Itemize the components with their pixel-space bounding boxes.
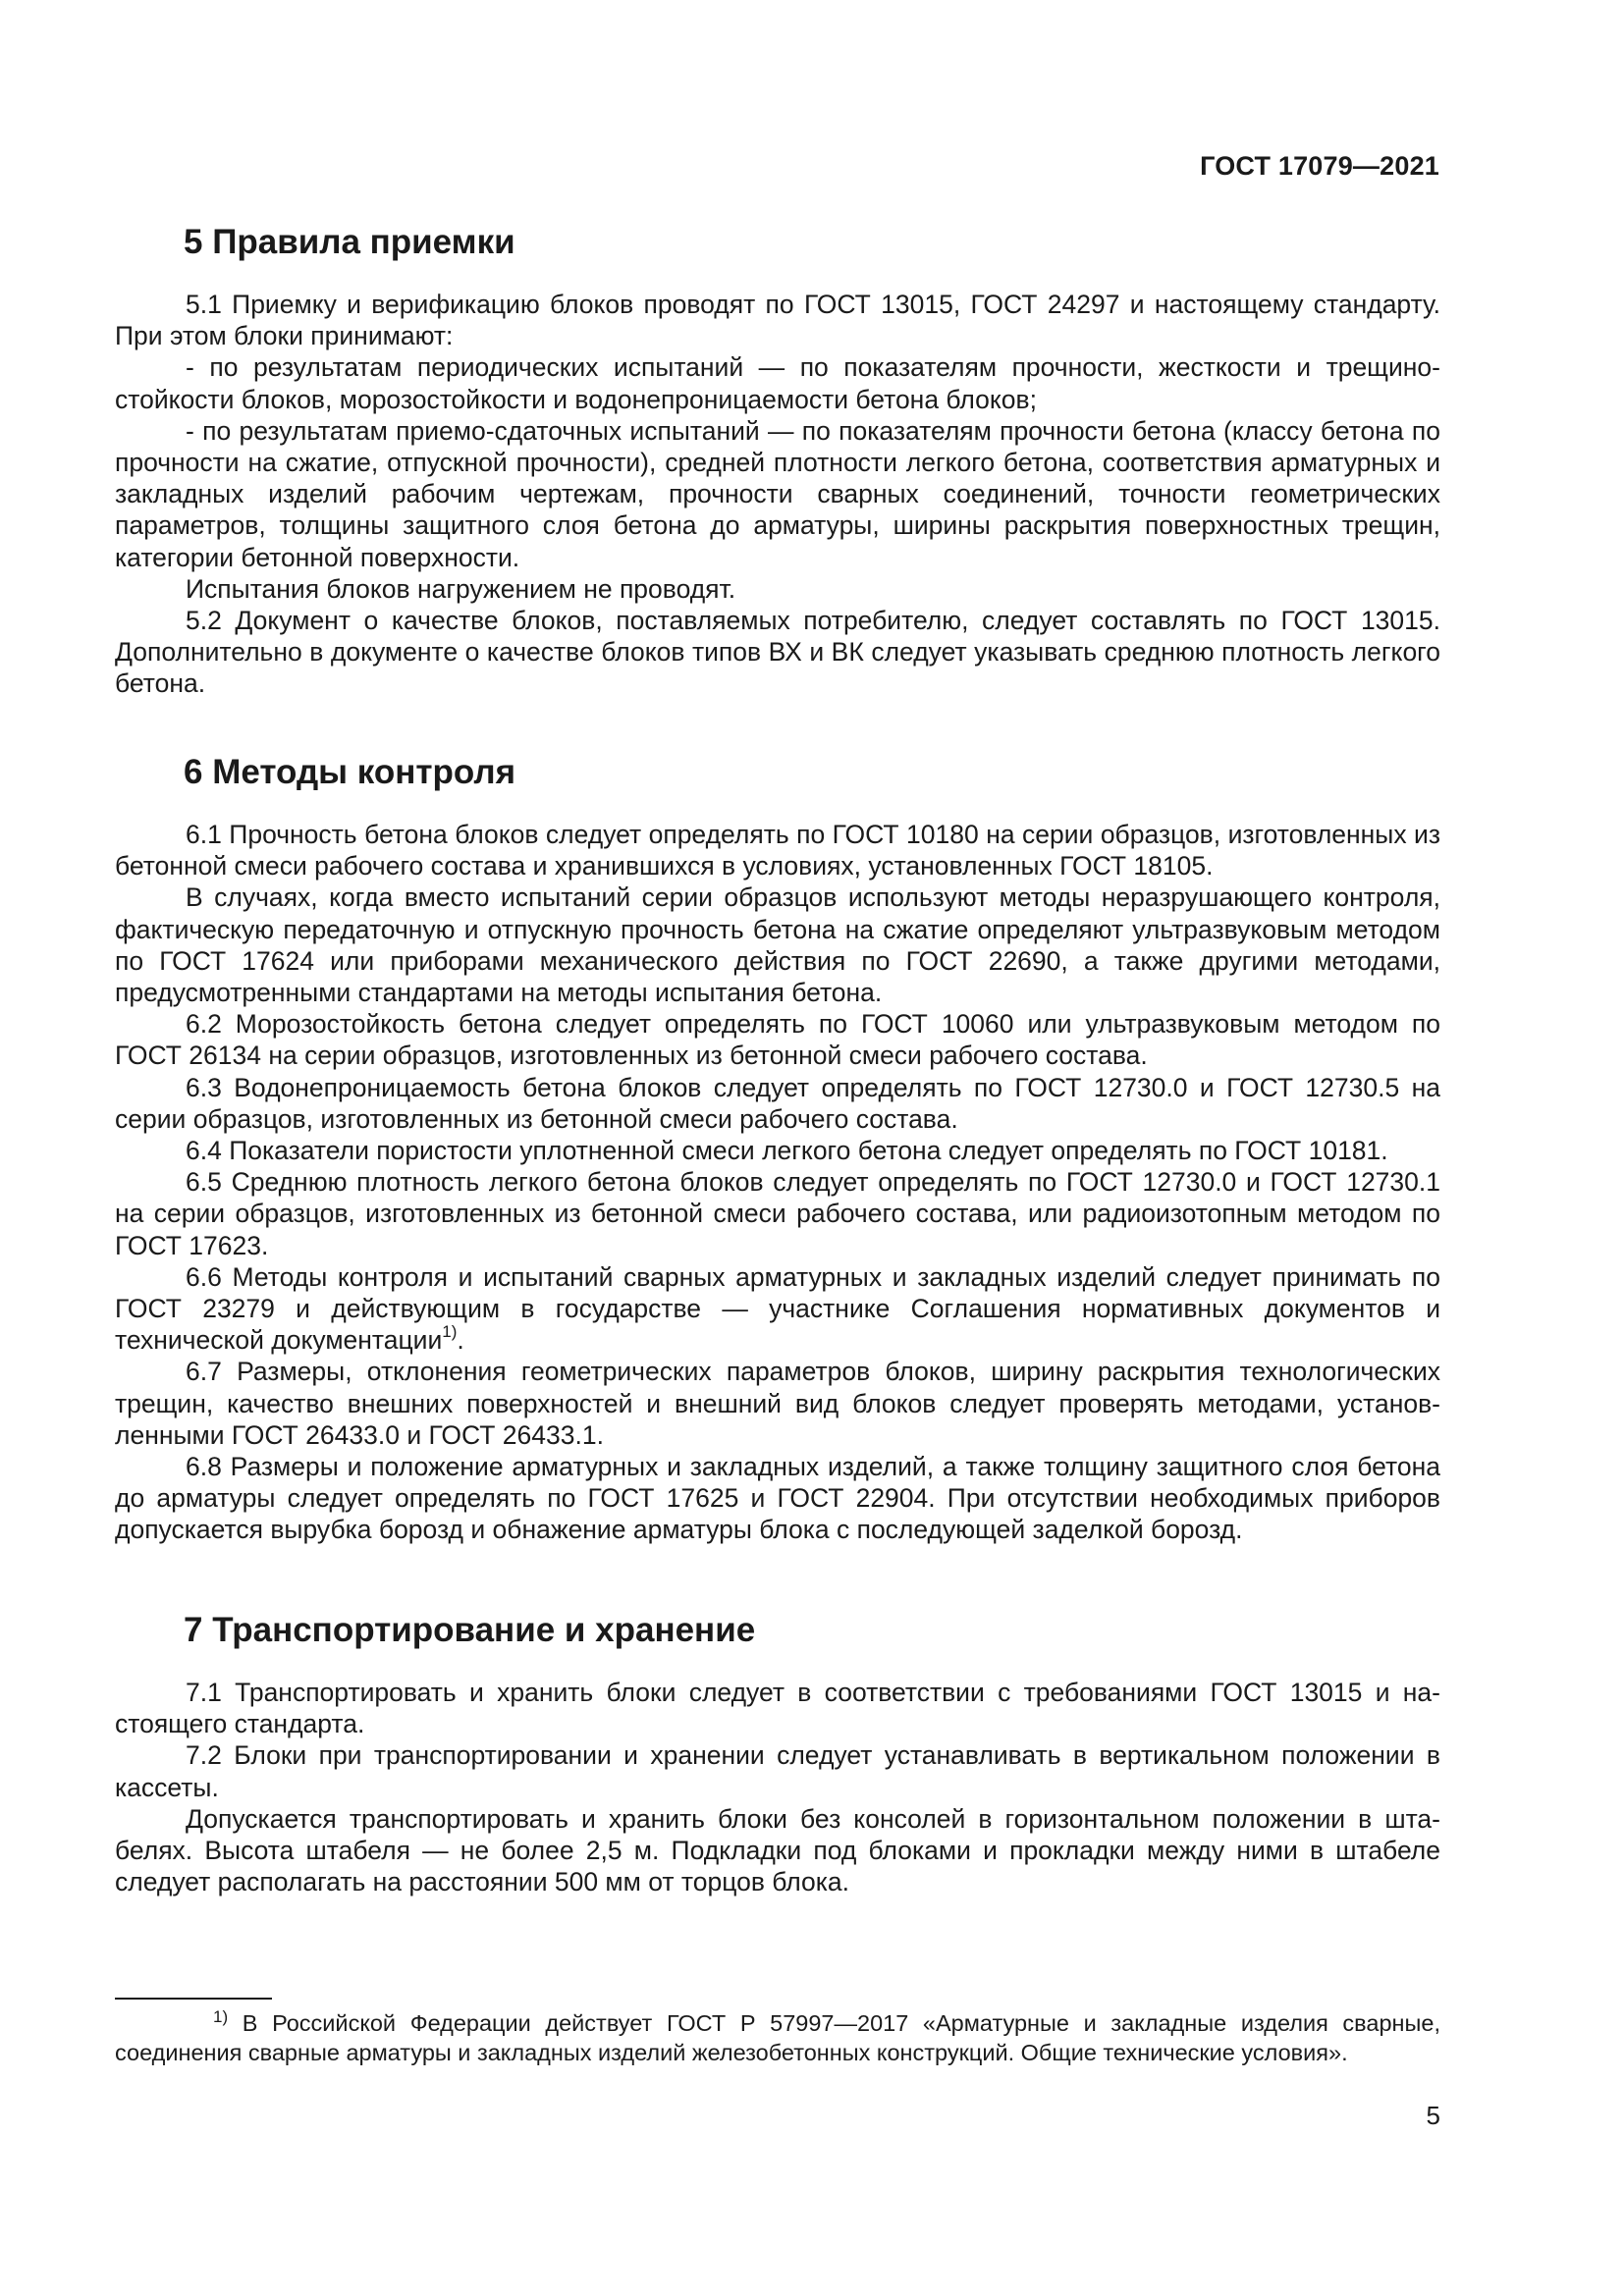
paragraph: - по результатам периодических испытаний — по показателям прочности, жесткости и трещиностойкости блоков, морозостойкости и водонепроницаемости бетона блоков; <box>115 352 1440 414</box>
paragraph-with-footnote <box>115 1261 1440 1357</box>
paragraph: В случаях, когда вместо испытаний серии образцов используют методы неразрушающего контроля, фактическую передаточную и отпускную прочность бетона на сжатие определяют ультразвуковым методом по ГОСТ 17624 или приборами механического действия по ГОСТ 22690, а также другими методами, предусмотренными стандартами на методы испытания бетона. <box>115 882 1440 1008</box>
footnote-text: В Российской Федерации действует ГОСТ Р 57997—2017 «Арматурные и закладные изделия сварные, соединения сварные арматуры и закладных изделий железобетонных конструкций. Общие технические условия». <box>115 2010 1441 2065</box>
paragraph: 6.5 Среднюю плотность легкого бетона блоков следует определять по ГОСТ 12730.0 и ГОСТ 12730.1 на серии образцов, изготовленных из бетонной смеси рабочего состава, или радиоизотопным методом по ГОСТ 17623. <box>115 1167 1440 1260</box>
page-number: 5 <box>1426 2101 1440 2130</box>
paragraph-end: . <box>457 1325 464 1356</box>
paragraph: 5.1 Приемку и верификацию блоков проводят по ГОСТ 13015, ГОСТ 24297 и настоящему стандарту. При этом блоки принимают: <box>115 290 1440 351</box>
paragraph: Испытания блоков нагружением не проводят. <box>186 573 736 604</box>
section-acceptance-rules <box>115 223 1440 700</box>
paragraph: 6.2 Морозостойкость бетона следует определять по ГОСТ 10060 или ультразвуковым методом по ГОСТ 26134 на серии образцов, изготовленных из бетонной смеси рабочего состава. <box>115 1009 1440 1071</box>
section-heading: 5 Правила приемки <box>184 223 515 261</box>
section-heading: 7 Транспортирование и хранение <box>184 1611 756 1649</box>
footnote-marker: 1) <box>213 2007 229 2026</box>
footnote <box>115 2008 1440 2067</box>
paragraph: 6.7 Размеры, отклонения геометрических параметров блоков, ширину раскрытия технологических трещин, качество внешних поверхностей и внешний вид блоков следует проверять методами, установленными ГОСТ 26433.0 и ГОСТ 26433.1. <box>115 1357 1440 1450</box>
paragraph: 7.1 Транспортировать и хранить блоки следует в соответствии с требованиями ГОСТ 13015 и настоящего стандарта. <box>115 1678 1440 1739</box>
paragraph: 6.1 Прочность бетона блоков следует определять по ГОСТ 10180 на серии образцов, изготовленных из бетонной смеси рабочего состава и хранившихся в условиях, установленных ГОСТ 18105. <box>115 820 1440 881</box>
paragraph: 6.4 Показатели пористости уплотненной смеси легкого бетона следует определять по ГОСТ 10181. <box>186 1136 1388 1166</box>
document-code-header: ГОСТ 17079—2021 <box>1200 151 1439 181</box>
footnote-divider <box>115 1998 272 2000</box>
paragraph: 6.8 Размеры и положение арматурных и закладных изделий, а также толщину защитного слоя бетона до арматуры следует определять по ГОСТ 17625 и ГОСТ 22904. При отсутствии необходимых приборов допускается вырубка борозд и обнажение арматуры блока с последующей заделкой борозд. <box>115 1452 1440 1545</box>
section-body <box>115 819 1440 1546</box>
section-body <box>115 289 1440 700</box>
section-control-methods <box>115 753 1440 1546</box>
paragraph-text: 6.6 Методы контроля и испытаний сварных арматурных и закладных изделий следует принимать по ГОСТ 23279 и действующим в государстве — участнике Соглашения нормативных документов и технической документации <box>115 1261 1440 1356</box>
section-heading: 6 Методы контроля <box>184 753 516 791</box>
paragraph: Допускается транспортировать и хранить блоки без консолей в горизонтальном положении в штабелях. Высота штабеля — не более 2,5 м. Подкладки под блоками и прокладки между ними в штабеле следует располагать на расстоянии 500 мм от торцов блока. <box>115 1803 1440 1897</box>
paragraph: 5.2 Документ о качестве блоков, поставляемых потребителю, следует составлять по ГОСТ 13015. Дополнительно в документе о качестве блоков типов ВХ и ВК следует указывать среднюю плотность легкого бетона. <box>115 606 1440 699</box>
section-transport-storage <box>115 1611 1440 1897</box>
paragraph: - по результатам приемо-сдаточных испытаний — по показателям прочности бетона (классу бетона по прочности на сжатие, отпускной прочности), средней плотности легкого бетона, соответствия арматурных и закладных изделий рабочим чертежам, прочности сварных соединений, точности геометрических параметров, толщины защитного слоя бетона до арматуры, ширины раскрытия поверхностных трещин, категории бетонной поверхности. <box>115 415 1440 572</box>
footnote-reference[interactable]: 1) <box>442 1322 458 1342</box>
paragraph: 7.2 Блоки при транспортировании и хранении следует устанавливать в вертикальном положении в кассеты. <box>115 1740 1440 1802</box>
section-body <box>115 1677 1440 1897</box>
paragraph: 6.3 Водонепроницаемость бетона блоков следует определять по ГОСТ 12730.0 и ГОСТ 12730.5 на серии образцов, изготовленных из бетонной смеси рабочего состава. <box>115 1072 1440 1134</box>
